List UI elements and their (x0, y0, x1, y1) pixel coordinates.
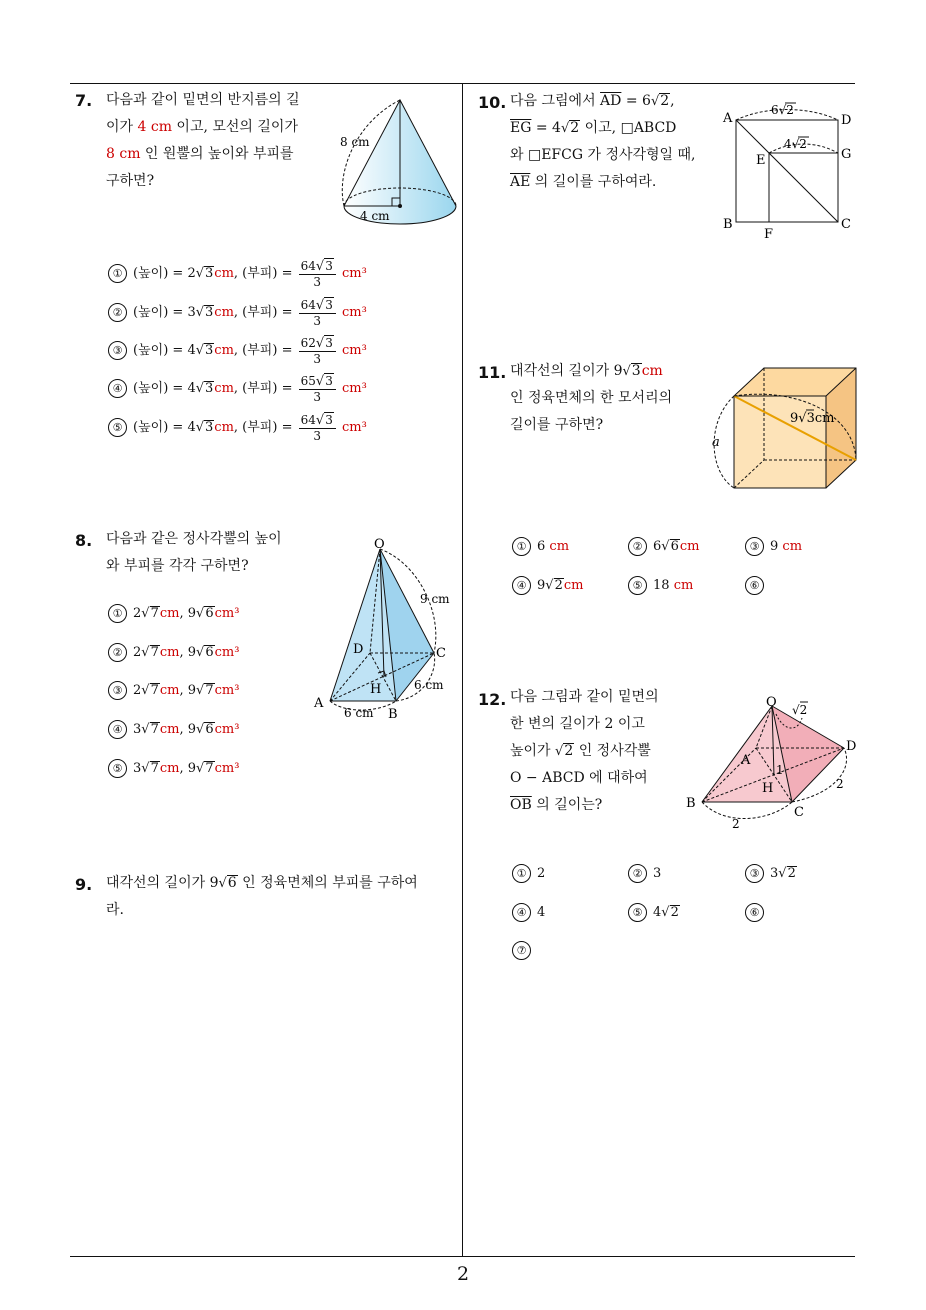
svg-text:F: F (764, 227, 774, 242)
option-4[interactable]: ④ 3√7cm, 9√6cm³ (108, 720, 239, 739)
option-2[interactable]: ② 2√7cm, 9√6cm³ (108, 643, 239, 662)
question-text: 대각선의 길이가 9√3cm 인 정육면체의 한 모서리의 길이를 구하면? (510, 363, 673, 433)
option-5[interactable]: ⑤ 18 cm (628, 576, 693, 595)
question-number: 12. (478, 690, 507, 709)
question-text: 대각선의 길이가 9√6 인 정육면체의 부피를 구하여 라. (106, 875, 418, 918)
svg-text:2: 2 (836, 777, 844, 791)
svg-text:6√2: 6√2 (771, 103, 794, 117)
page-number: 2 (456, 1263, 470, 1285)
svg-text:√2: √2 (792, 703, 808, 717)
option-1[interactable]: ① 2√7cm, 9√6cm³ (108, 604, 239, 623)
option-mark: ① (108, 264, 127, 283)
svg-text:2: 2 (732, 817, 740, 831)
option-2[interactable]: ② 6√6cm (628, 537, 699, 556)
question-number: 9. (75, 875, 93, 894)
svg-text:A: A (314, 696, 324, 711)
pyramid-o-abcd-figure (684, 694, 864, 834)
svg-text:C: C (794, 805, 804, 820)
option-1[interactable]: ① 2 (512, 864, 545, 883)
svg-text:H: H (762, 781, 774, 796)
svg-text:O: O (374, 537, 385, 552)
cone-figure (336, 92, 461, 230)
square-pyramid-figure (308, 533, 458, 723)
option-3[interactable]: ③ 9 cm (745, 537, 802, 556)
option-1[interactable]: ① (높이) = 2√3cm, (부피) = $\frac{64√3}{3}$ cm³ (108, 258, 367, 289)
svg-text:6 cm: 6 cm (414, 678, 444, 692)
option-mark: ③ (108, 341, 127, 360)
svg-text:D: D (841, 113, 852, 128)
option-6[interactable]: ⑥ (745, 576, 770, 595)
option-1[interactable]: ① 6 cm (512, 537, 569, 556)
option-3[interactable]: ③ (높이) = 4√3cm, (부피) = $\frac{62√3}{3}$ cm³ (108, 335, 367, 366)
question-text: 다음 그림과 같이 밑면의 한 변의 길이가 2 이고 높이가 √2 인 정사각뿔 O − ABCD 에 대하여 $\overline{OB}$ 의 길이는? (510, 689, 659, 813)
question-text: 다음 그림에서 $\overline{AD} = 6√2$, $\overline{EG} = 4√2$ 이고, □ABCD 와 □EFCG 가 정사각형일 때, $\overline{AE}$ 의 길이를 구하여라. (510, 93, 696, 190)
svg-text:B: B (686, 796, 696, 811)
question-number: 10. (478, 93, 507, 112)
option-3[interactable]: ③ 2√7cm, 9√7cm³ (108, 681, 239, 700)
svg-text:H: H (370, 682, 382, 697)
svg-text:B: B (723, 217, 733, 232)
question-number: 7. (75, 91, 93, 110)
svg-text:A: A (741, 753, 751, 768)
slant-label: 8 cm (340, 135, 370, 149)
option-5[interactable]: ⑤ 3√7cm, 9√7cm³ (108, 759, 239, 778)
question-text: 다음과 같은 정사각뿔의 높이 와 부피를 각각 구하면? (106, 531, 282, 574)
svg-text:6 cm: 6 cm (344, 706, 374, 720)
question-text: 다음과 같이 밑면의 반지름의 길 이가 4 cm 이고, 모선의 길이가 8 cm 인 원뿔의 높이와 부피를 구하면? (106, 92, 300, 189)
option-4[interactable]: ④ 4 (512, 903, 545, 922)
svg-text:E: E (756, 153, 766, 168)
svg-text:O: O (766, 695, 777, 710)
question-number: 11. (478, 363, 507, 382)
bottom-rule (70, 1256, 855, 1257)
cube-figure (704, 362, 866, 494)
option-3[interactable]: ③ 3√2 (745, 864, 797, 883)
svg-text:9 cm: 9 cm (420, 592, 450, 606)
top-length-label (771, 103, 796, 117)
option-5[interactable]: ⑤ 4√2 (628, 903, 680, 922)
option-7[interactable]: ⑦ (512, 941, 537, 960)
option-4[interactable]: ④ (높이) = 4√3cm, (부피) = $\frac{65√3}{3}$ cm³ (108, 373, 367, 404)
nested-squares-figure (716, 98, 861, 243)
column-divider (462, 83, 463, 1257)
radius-label: 4 cm (360, 209, 390, 223)
option-mark: ② (108, 303, 127, 322)
svg-text:9√3cm: 9√3cm (790, 411, 835, 426)
svg-text:4√2: 4√2 (784, 137, 807, 151)
option-mark: ④ (108, 379, 127, 398)
svg-text:A: A (723, 111, 733, 126)
option-2[interactable]: ② 3 (628, 864, 661, 883)
svg-text:a: a (712, 435, 720, 450)
svg-text:C: C (436, 646, 446, 661)
option-2[interactable]: ② (높이) = 3√3cm, (부피) = $\frac{64√3}{3}$ cm³ (108, 297, 367, 328)
svg-text:1: 1 (776, 763, 784, 777)
svg-text:B: B (388, 707, 398, 722)
option-6[interactable]: ⑥ (745, 903, 770, 922)
option-4[interactable]: ④ 9√2cm (512, 576, 583, 595)
option-5[interactable]: ⑤ (높이) = 4√3cm, (부피) = $\frac{64√3}{3}$ cm³ (108, 412, 367, 443)
svg-text:D: D (846, 739, 857, 754)
svg-text:G: G (841, 147, 852, 162)
mid-length-label (784, 137, 809, 151)
svg-text:C: C (841, 217, 851, 232)
question-number: 8. (75, 531, 93, 550)
svg-text:D: D (353, 642, 364, 657)
option-mark: ⑤ (108, 418, 127, 437)
